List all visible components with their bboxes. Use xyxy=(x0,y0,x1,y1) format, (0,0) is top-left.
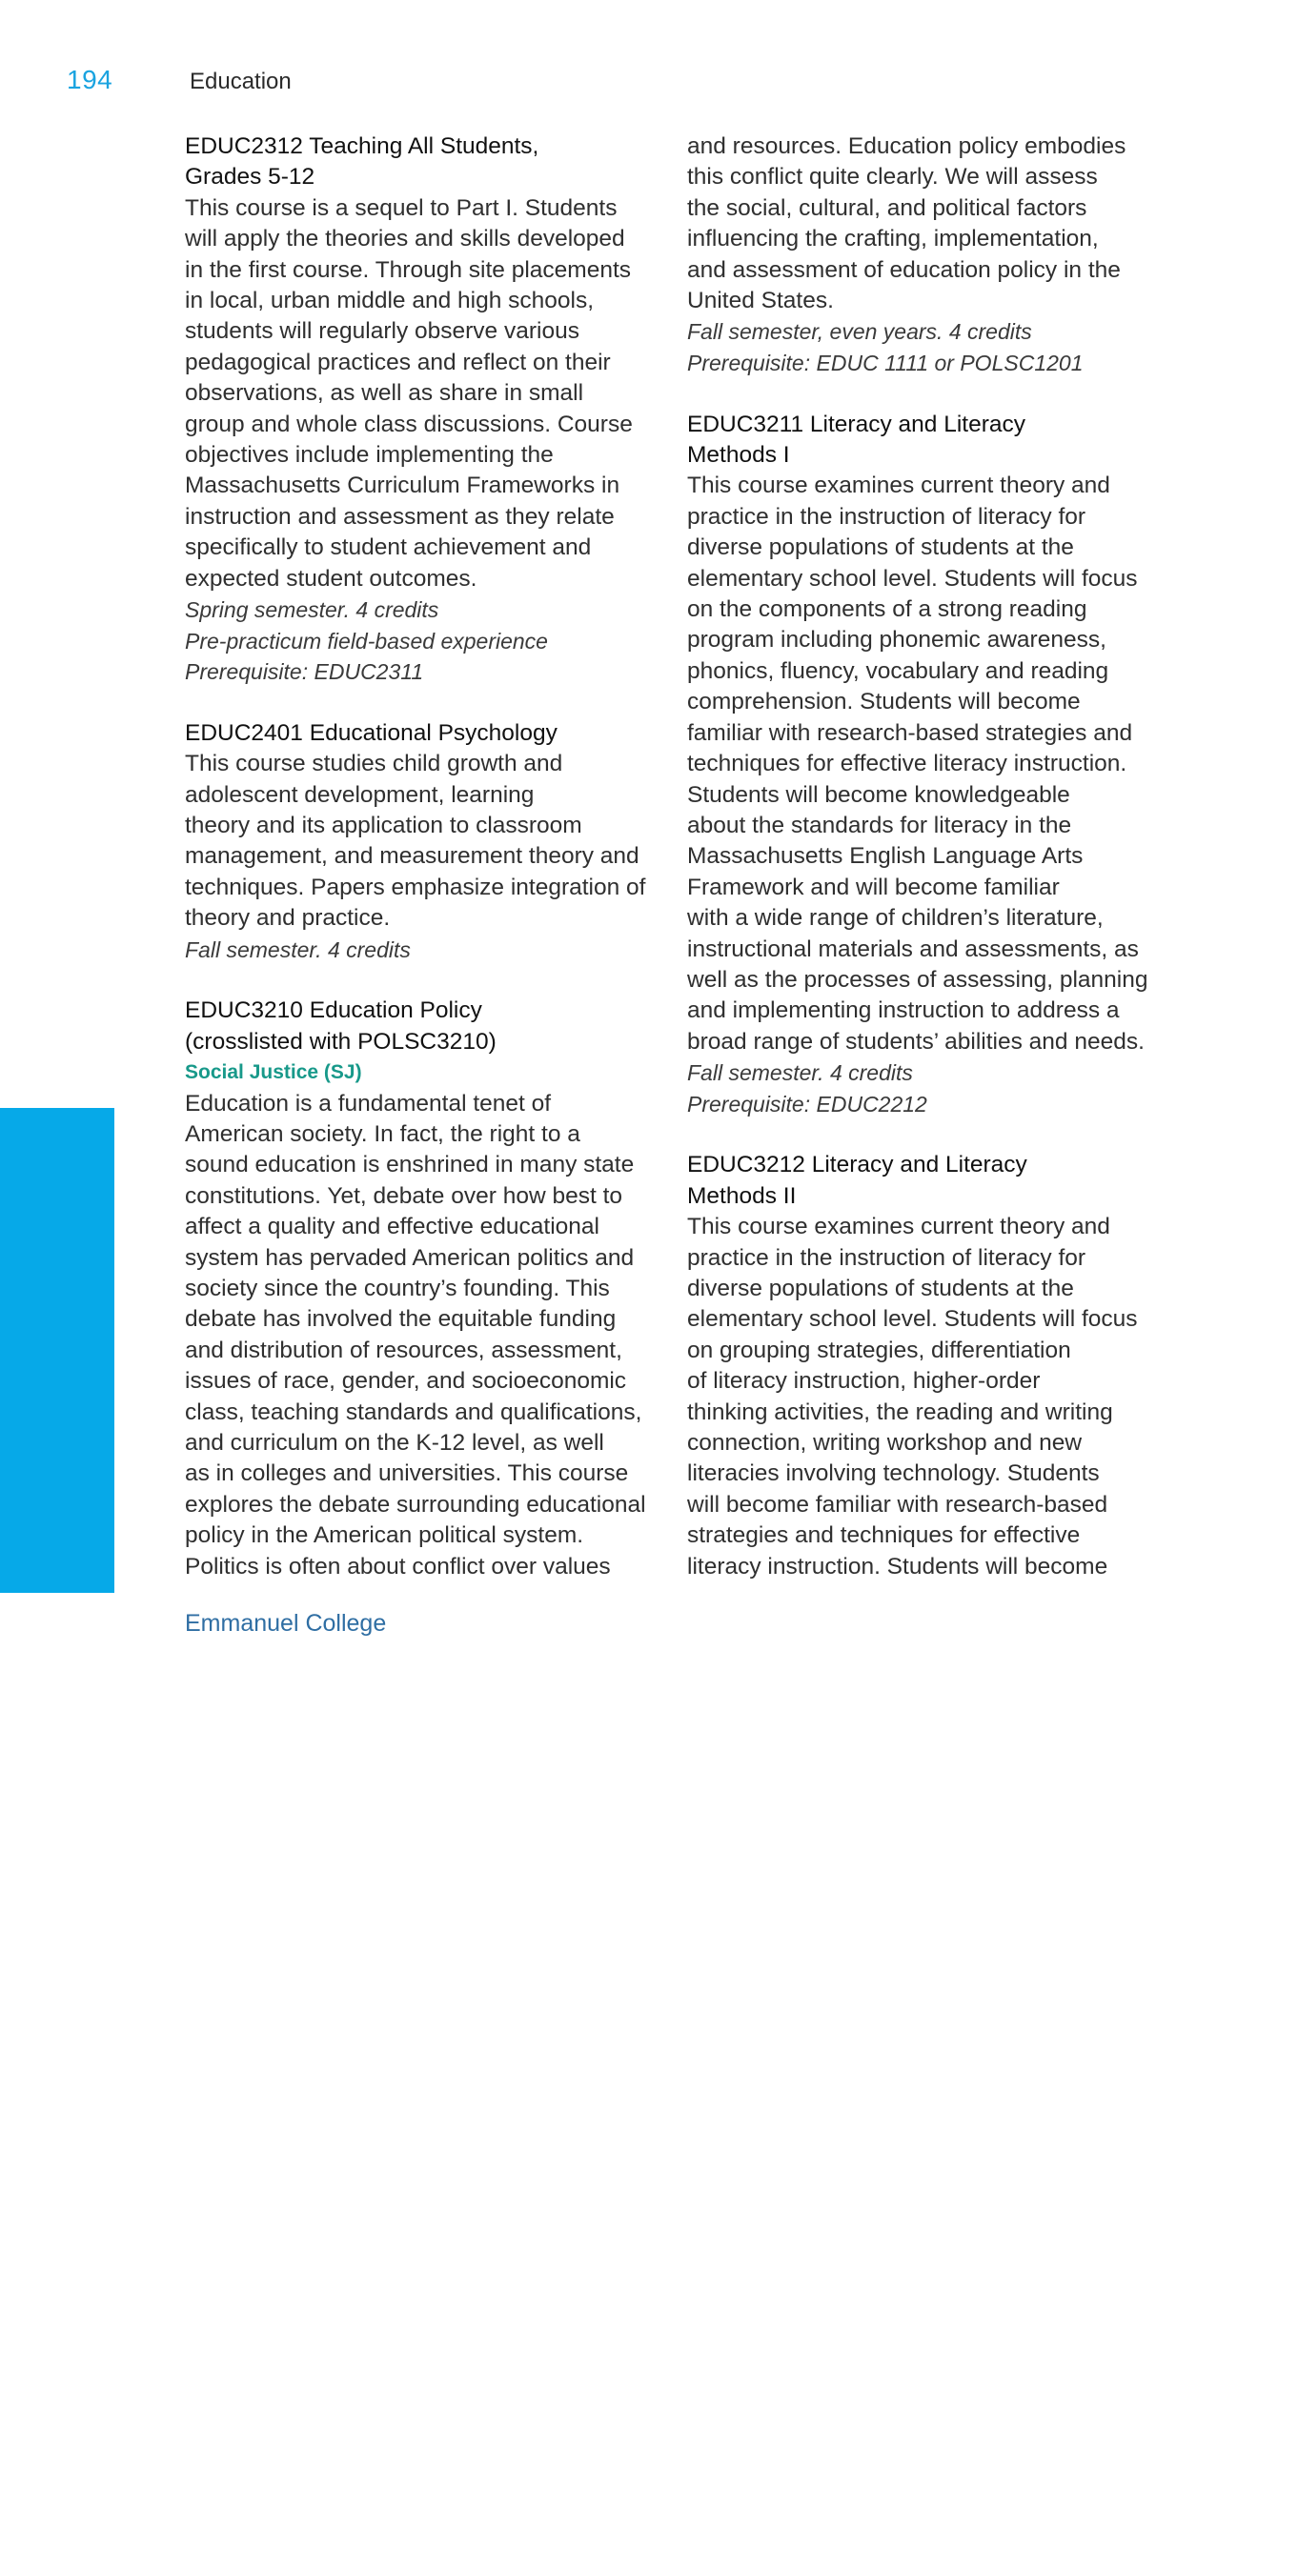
course-description-line: and resources. Education policy embodies xyxy=(687,133,1126,159)
course-meta-line: Fall semester, even years. 4 credits xyxy=(687,319,1032,345)
course-description-line: sound education is enshrined in many state xyxy=(185,1152,635,1178)
course-title xyxy=(185,718,661,749)
sidebar-tab xyxy=(0,1108,114,2576)
course-title-line: Methods I xyxy=(687,442,790,469)
course-meta-line: Fall semester. 4 credits xyxy=(185,936,411,962)
course-description-line: Education is a fundamental tenet of xyxy=(185,1090,552,1117)
course-description-line: adolescent development, learning xyxy=(185,781,535,808)
course-description-line: students will regularly observe various xyxy=(185,318,579,345)
course-description-line: group and whole class discussions. Course xyxy=(185,411,633,437)
course-description-line: of literacy instruction, higher-order xyxy=(687,1368,1041,1395)
course-title-line: Methods II xyxy=(687,1182,797,1209)
course-description-line: This course examines current theory and xyxy=(687,1214,1110,1240)
sidebar-label xyxy=(28,2307,87,2576)
course-description-line: comprehension. Students will become xyxy=(687,689,1081,715)
course-description-line: the social, cultural, and political factors xyxy=(687,194,1087,221)
course-description-line: and assessment of education policy in the xyxy=(687,256,1121,283)
course-designation: Social Justice (SJ) xyxy=(185,1061,362,1084)
course-description xyxy=(687,471,1164,1057)
course-description-line: explores the debate surrounding educational xyxy=(185,1491,646,1518)
course-description-line: will apply the theories and skills developed xyxy=(185,226,625,252)
course-meta xyxy=(687,1057,1164,1119)
course-description-line: constitutions. Yet, debate over how best to xyxy=(185,1182,623,1209)
course-description-line: elementary school level. Students will focus xyxy=(687,1306,1138,1333)
course-description-line: well as the processes of assessing, planning xyxy=(687,966,1148,993)
course-title xyxy=(185,996,661,1057)
course-description xyxy=(185,749,661,934)
course-description-line: on grouping strategies, differentiation xyxy=(687,1337,1071,1363)
course-title-line: Grades 5-12 xyxy=(185,164,315,191)
course-description-line: broad range of students’ abilities and needs. xyxy=(687,1028,1145,1055)
course-description-line: in the first course. Through site placements xyxy=(185,256,632,283)
course-description-line: Framework and will become familiar xyxy=(687,874,1060,900)
course-meta-line: Spring semester. 4 credits xyxy=(185,597,439,623)
course-description-line: expected student outcomes. xyxy=(185,565,477,592)
course-description xyxy=(185,1089,661,1583)
course-description-line: pedagogical practices and reflect on their xyxy=(185,349,611,375)
course-description-line: system has pervaded American politics and xyxy=(185,1244,635,1271)
course-description-line: techniques for effective literacy instruction. xyxy=(687,751,1127,777)
footer-publisher: Emmanuel College xyxy=(185,1610,387,1637)
course-description-line: This course is a sequel to Part I. Students xyxy=(185,194,618,221)
course-description xyxy=(185,193,661,594)
course-title-line: EDUC3211 Literacy and Literacy xyxy=(687,411,1025,437)
course-description-line: Massachusetts English Language Arts xyxy=(687,843,1084,870)
course-description xyxy=(687,1212,1164,1582)
course-description-line: Massachusetts Curriculum Frameworks in xyxy=(185,473,620,499)
course-description-line: affect a quality and effective educational xyxy=(185,1214,599,1240)
sidebar-label-line: Course Descriptions for xyxy=(28,2306,56,2576)
course-description-line: American society. In fact, the right to a xyxy=(185,1120,580,1147)
course-entry xyxy=(185,996,661,1582)
course-description-line: on the components of a strong reading xyxy=(687,596,1087,623)
course-meta xyxy=(687,316,1164,378)
course-description-line: specifically to student achievement and xyxy=(185,534,592,561)
course-description-line: as in colleges and universities. This course xyxy=(185,1460,629,1487)
course-description-line: This course examines current theory and xyxy=(687,473,1110,499)
sidebar-label-line: Arts and Sciences xyxy=(57,2338,86,2546)
course-title-line: EDUC3212 Literacy and Literacy xyxy=(687,1152,1027,1178)
course-meta-line: Prerequisite: EDUC2212 xyxy=(687,1091,927,1117)
course-description-line: diverse populations of students at the xyxy=(687,534,1074,561)
course-description-line: familiar with research-based strategies and xyxy=(687,719,1133,746)
course-description-line: United States. xyxy=(687,288,834,314)
course-description-line: in local, urban middle and high schools, xyxy=(185,288,595,314)
course-meta-line: Prerequisite: EDUC2311 xyxy=(185,658,424,684)
course-description-line: thinking activities, the reading and writing xyxy=(687,1399,1113,1425)
course-description-line: instructional materials and assessments, as xyxy=(687,936,1139,962)
section-title: Education xyxy=(190,69,292,94)
course-description-line: connection, writing workshop and new xyxy=(687,1430,1083,1457)
course-description-line: class, teaching standards and qualifications, xyxy=(185,1399,642,1425)
course-description-line: will become familiar with research-based xyxy=(687,1491,1108,1518)
course-description-line: Politics is often about conflict over values xyxy=(185,1553,611,1580)
course-title xyxy=(687,1150,1164,1212)
page-number: 194 xyxy=(67,65,113,94)
course-description-line: debate has involved the equitable funding xyxy=(185,1306,617,1333)
course-description-line: observations, as well as share in small xyxy=(185,380,584,407)
course-description-line: theory and practice. xyxy=(185,905,391,932)
course-description-line: issues of race, gender, and socioeconomic xyxy=(185,1368,627,1395)
course-description-line: management, and measurement theory and xyxy=(185,843,639,870)
left-column xyxy=(185,131,661,1613)
course-entry xyxy=(687,1150,1164,1582)
course-description-line: practice in the instruction of literacy for xyxy=(687,1244,1086,1271)
course-description-line: This course studies child growth and xyxy=(185,751,563,777)
course-description-line: literacies involving technology. Students xyxy=(687,1460,1100,1487)
course-description-line: elementary school level. Students will focus xyxy=(687,565,1138,592)
course-description-line: and implementing instruction to address a xyxy=(687,997,1120,1024)
course-entry-continued xyxy=(687,131,1164,378)
course-title xyxy=(185,131,661,193)
course-title-line: (crosslisted with POLSC3210) xyxy=(185,1028,497,1055)
course-description-line: literacy instruction. Students will become xyxy=(687,1553,1108,1580)
course-description-line: and distribution of resources, assessment, xyxy=(185,1337,622,1363)
course-description-line: society since the country’s founding. This xyxy=(185,1276,610,1301)
course-meta xyxy=(185,594,661,687)
course-description-line: Students will become knowledgeable xyxy=(687,781,1070,808)
course-description-line: instruction and assessment as they relate xyxy=(185,503,615,530)
course-description xyxy=(687,131,1164,316)
course-meta-line: Prerequisite: EDUC 1111 or POLSC1201 xyxy=(687,350,1084,375)
course-title xyxy=(687,410,1164,472)
course-description-line: about the standards for literacy in the xyxy=(687,812,1072,838)
right-column xyxy=(687,131,1164,1613)
course-title-line: EDUC2312 Teaching All Students, xyxy=(185,133,539,159)
course-description-line: policy in the American political system. xyxy=(185,1522,584,1549)
course-description-line: with a wide range of children’s literature, xyxy=(687,905,1104,932)
course-entry xyxy=(185,131,661,687)
course-description-line: theory and its application to classroom xyxy=(185,812,582,838)
course-entry xyxy=(687,410,1164,1119)
course-entry xyxy=(185,718,661,965)
course-description-line: strategies and techniques for effective xyxy=(687,1522,1081,1549)
course-description-line: and curriculum on the K-12 level, as well xyxy=(185,1430,604,1457)
course-description-line: phonics, fluency, vocabulary and reading xyxy=(687,657,1109,684)
course-description-line: practice in the instruction of literacy for xyxy=(687,503,1086,530)
course-meta xyxy=(185,935,661,965)
course-title-line: EDUC2401 Educational Psychology xyxy=(185,719,558,746)
course-description-line: influencing the crafting, implementation, xyxy=(687,226,1099,252)
course-description-line: techniques. Papers emphasize integration of xyxy=(185,874,646,900)
course-description-line: objectives include implementing the xyxy=(185,442,554,469)
course-title-line: EDUC3210 Education Policy xyxy=(185,997,482,1024)
course-meta-line: Pre-practicum field-based experience xyxy=(185,628,548,654)
course-meta-line: Fall semester. 4 credits xyxy=(687,1060,913,1086)
course-description-line: this conflict quite clearly. We will assess xyxy=(687,164,1098,191)
course-description-line: diverse populations of students at the xyxy=(687,1276,1074,1301)
course-description-line: program including phonemic awareness, xyxy=(687,627,1106,654)
